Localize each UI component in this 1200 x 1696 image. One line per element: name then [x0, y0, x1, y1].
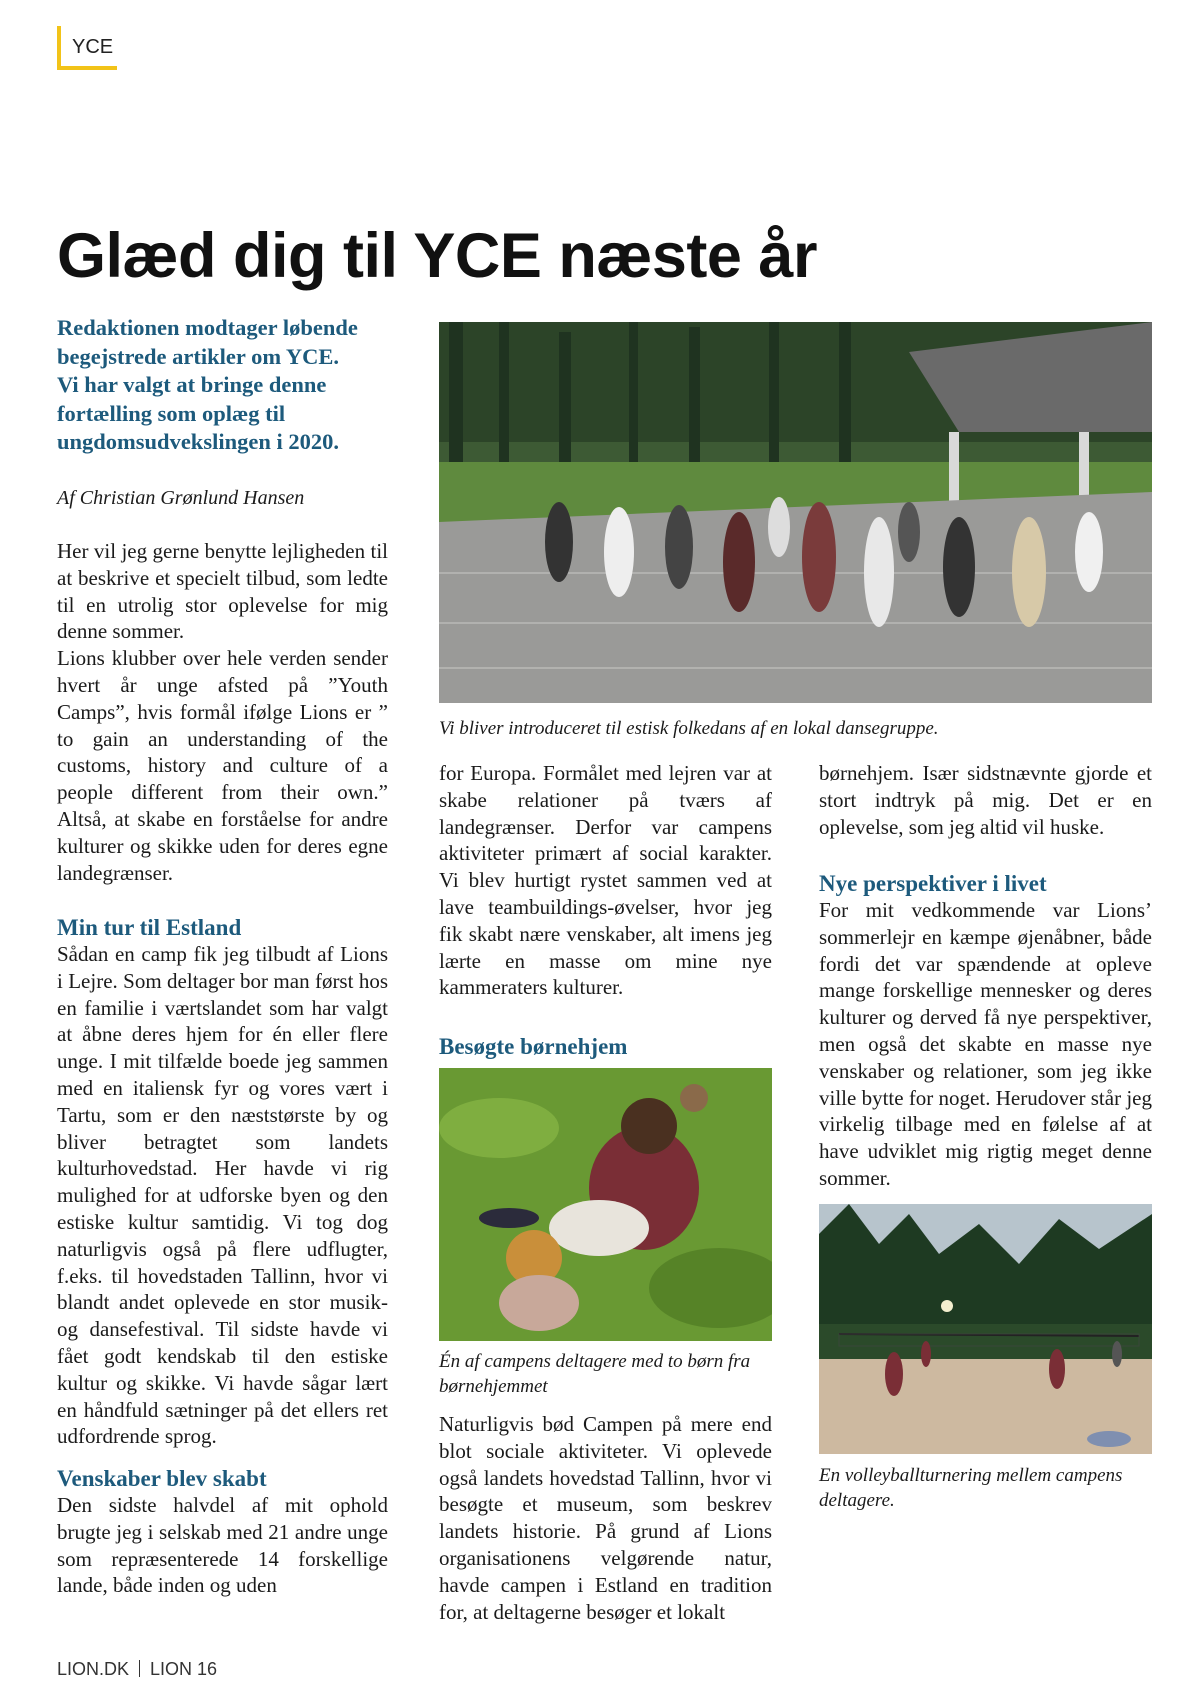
- boernehjem-text: Naturligvis bød Campen på mere end blot sociale aktiviteter. Vi oplevede også landets hovedstad Tallinn, hvor vi besøgte et museum, som beskrev landets historie. På grund af Lions organisationens velgørende natur, havde campen i Estland en tradition for, at deltagerne besøger et lokalt: [439, 1412, 772, 1624]
- dance-photo: [439, 322, 1152, 703]
- lead-line: Redaktionen modtager løbende: [57, 315, 358, 340]
- heading-boernehjem: Besøgte børnehjem: [439, 1034, 628, 1059]
- estland-text: Sådan en camp fik jeg tilbudt af Lions i Lejre. Som deltager bor man først hos en familie i værtslandet som har valgt at åbne deres hjem for én eller flere unge. I mit tilfælde boede jeg sammen med en italiensk fyr og vores vært i Tartu, som er den næststørste by og bliver betragtet som landets kulturhovedstad. Her havde vi rig mulighed for at udforske byen og den estiske kultur samtidig. Vi tog dog naturligvis også på flere udflugter, f.eks. til hovedstaden Tallinn, hvor vi blandt andet oplevede en stor musik- og dansefestival. Til sidste havde vi fået godt kendskab til den estiske kultur og skikke. Vi havde sågar lært en håndfuld sætninger på det ellers ret udfordrende sprog.: [57, 942, 388, 1449]
- volleyball-photo-image: [819, 1204, 1152, 1454]
- footer-page-number: LION 16: [150, 1659, 218, 1679]
- volleyball-photo: [819, 1204, 1152, 1454]
- section-tag: [57, 26, 117, 70]
- lead-paragraph: [57, 314, 387, 457]
- children-photo-image: [439, 1068, 772, 1341]
- dance-caption: Vi bliver introduceret til estisk folkedans af en lokal dansegruppe.: [439, 718, 939, 739]
- footer-divider: [139, 1660, 140, 1677]
- intro-paragraph: Lions klubber over hele verden sender hvert år unge afsted på ”Youth Camps”, hvis formål ifølge Lions er ” to gain an understanding of the customs, history and culture of a people different from their own.” Altså, at skabe en forståelse for andre kulturer og skikke uden for deres egne landegrænser.: [57, 646, 388, 885]
- children-caption: Én af campens deltagere med to børn fra børnehjemmet: [439, 1351, 751, 1397]
- footer-site: LION.DK: [57, 1659, 130, 1679]
- heading-venskaber: Venskaber blev skabt: [57, 1466, 267, 1491]
- lead-line: fortælling som oplæg til: [57, 400, 286, 426]
- intro-paragraph: Her vil jeg gerne benytte lejligheden til at beskrive et specielt tilbud, som ledte til en utrolig stor oplevelse for mig denne sommer.: [57, 539, 388, 644]
- lead-line: Vi har valgt at bringe denne: [57, 372, 327, 397]
- volleyball-caption: En volleyballturnering mellem campens deltagere.: [819, 1465, 1123, 1511]
- heading-perspektiver: Nye perspektiver i livet: [819, 871, 1047, 896]
- lead-line: ungdomsudvekslingen i 2020.: [57, 429, 339, 454]
- dance-photo-image: [439, 322, 1152, 703]
- boernehjem-text-continued: børnehjem. Især sidstnævnte gjorde et stort indtryk på mig. Det er en oplevelse, som jeg altid vil huske.: [819, 761, 1152, 839]
- venskaber-text: Den sidste halvdel af mit ophold brugte jeg i selskab med 21 andre unge som repræsenterede 14 forskellige lande, både inden og uden: [57, 1493, 388, 1598]
- lead-line: begejstrede artikler om YCE.: [57, 343, 340, 369]
- byline: Af Christian Grønlund Hansen: [57, 487, 305, 509]
- page-footer: [57, 1659, 217, 1680]
- venskaber-text-continued: for Europa. Formålet med lejren var at skabe relationer på tværs af landegrænser. Derfor var campens aktiviteter primært af social karakter. Vi blev hurtigt rystet sammen ved at lave teambuildings-øvelser, hvor jeg fik skabt nære venskaber, alt imens jeg lærte en masse om mine nye kammeraters kulturer.: [439, 761, 772, 1000]
- perspektiver-text: For mit vedkommende var Lions’ sommerlejr en kæmpe øjenåbner, både fordi det var spændende at opleve mange forskellige mennesker og deres kulturer og derved få nye perspektiver, men også det skabte en masse nye venskaber og relationer, som jeg ikke ville bytte for noget. Herudover står jeg virkelig tilbage med en følelse af at have udviklet mig rigtig meget denne sommer.: [819, 898, 1152, 1190]
- section-tag-label: YCE: [72, 36, 114, 58]
- children-photo: [439, 1068, 772, 1341]
- article-title: Glæd dig til YCE næste år: [57, 221, 817, 291]
- intro-text: [57, 538, 388, 886]
- heading-estland: Min tur til Estland: [57, 915, 242, 940]
